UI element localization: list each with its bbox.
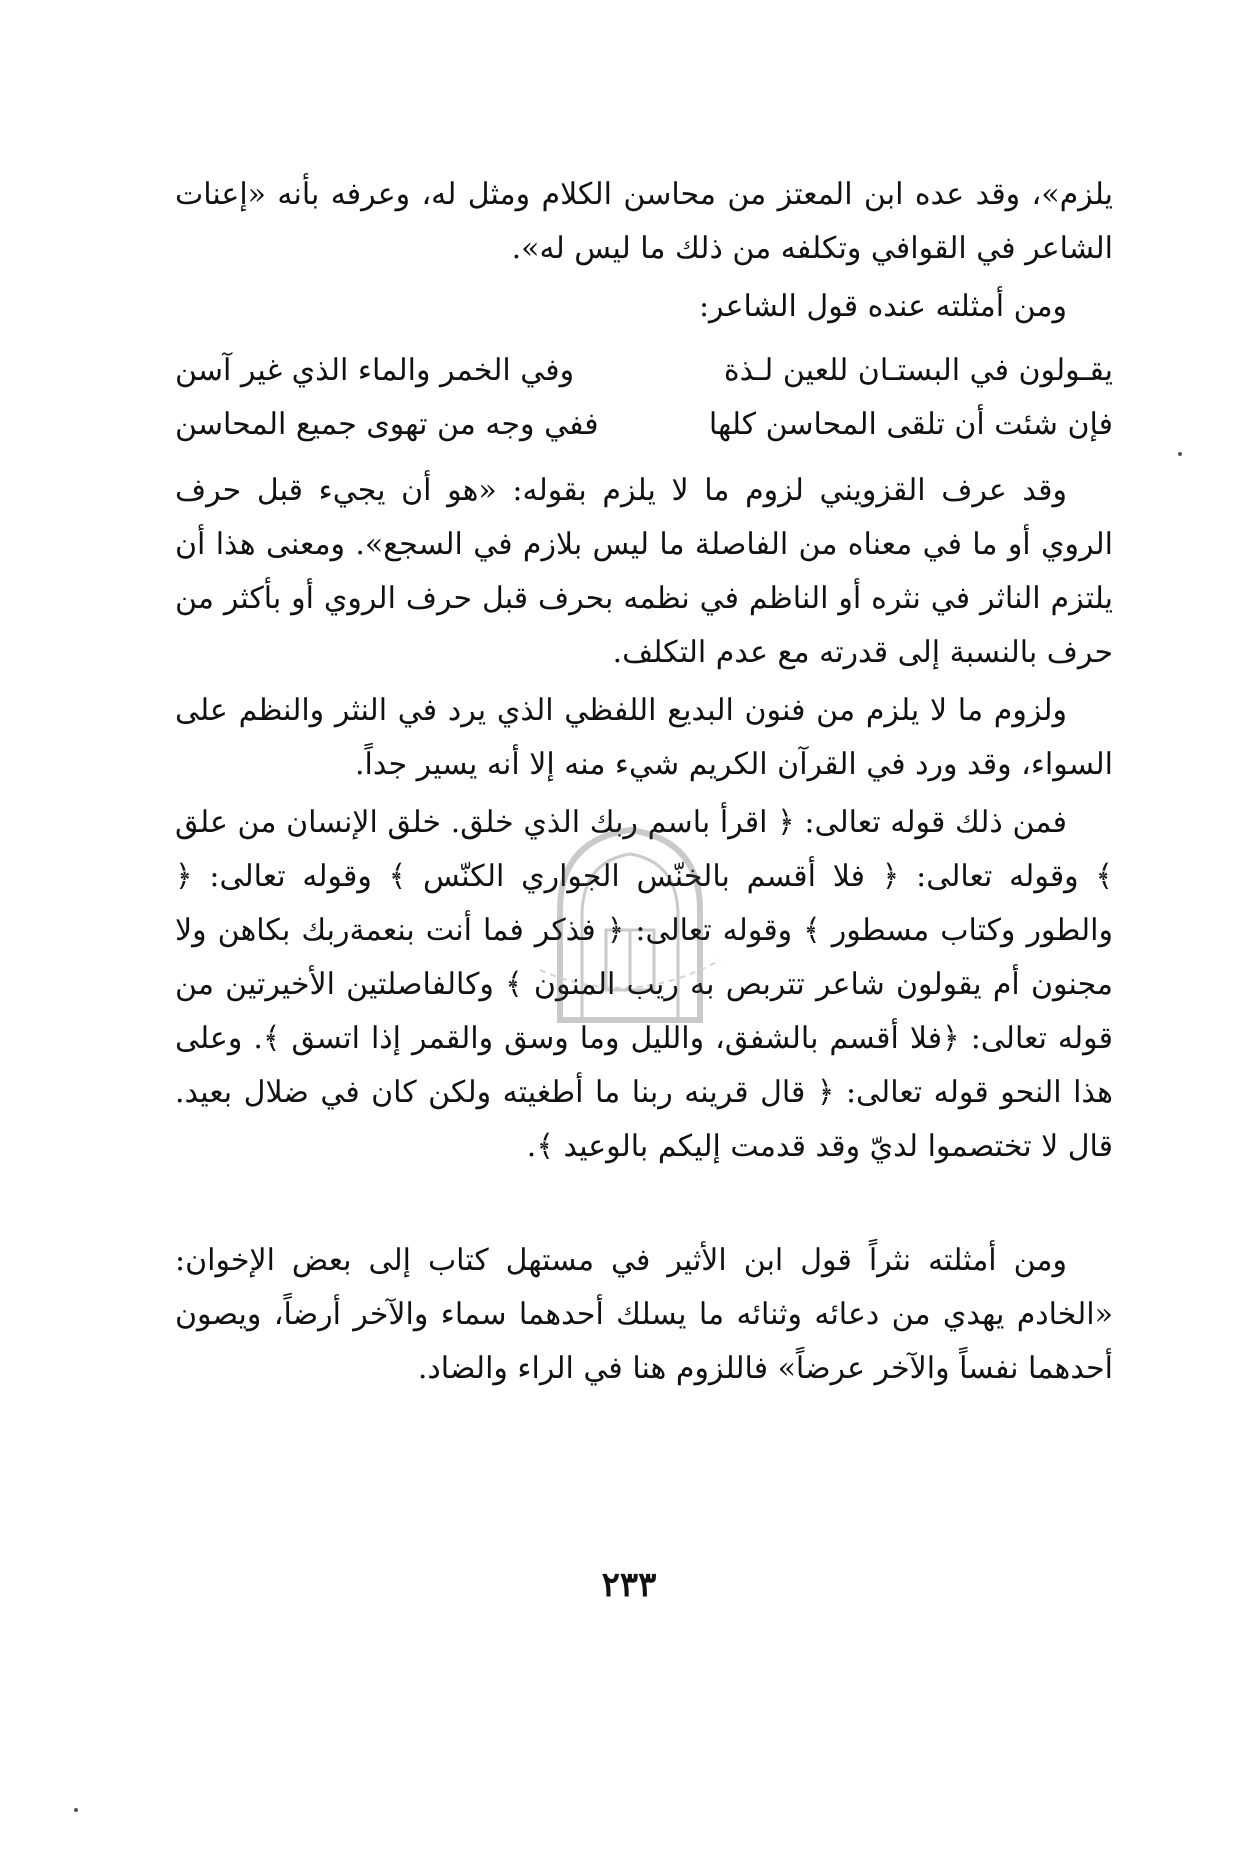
verse-second-hemistich: ففي وجه من تهوى جميع المحاسن	[175, 407, 599, 442]
verse-second-hemistich: وفي الخمر والماء الذي غير آسن	[175, 353, 575, 388]
scan-speck	[74, 1808, 78, 1812]
paragraph-examples-intro: ومن أمثلته عنده قول الشاعر:	[698, 289, 1067, 324]
poem-verses	[175, 344, 1113, 452]
library-seal-watermark	[520, 820, 740, 1030]
verse-line	[175, 398, 1113, 452]
verse-first-hemistich: فإن شئت أن تلقى المحاسن كلها	[708, 407, 1113, 442]
paragraph-prose-example: ومن أمثلته نثراً قول ابن الأثير في مستهل كتاب إلى بعض الإخوان: «الخادم يهدي من دعائه وثنائه ما يسلك أحدهما سماء والآخر أرضاً، ويصون أحدهما نفساً والآخر عرضاً» فاللزوم هنا في الراء والضاد.	[175, 1243, 1113, 1386]
page-number: ٢٣٣	[601, 1565, 657, 1605]
verse-line	[175, 344, 1113, 398]
paragraph-badi-note: ولزوم ما لا يلزم من فنون البديع اللفظي الذي يرد في النثر والنظم على السواء، وقد ورد في القرآن الكريم شيء منه إلا أنه يسير جداً.	[175, 693, 1113, 782]
paragraph-quran-examples: فمن ذلك قوله تعالى: ﴿ اقرأ باسم ربك الذي خلق. خلق الإنسان من علق ﴾ وقوله تعالى: ﴿ فلا أقسم بالخنّس الجواري الكنّس ﴾ وقوله تعالى: ﴿ والطور وكتاب مسطور ﴾ وقوله تعالى: ﴿ فذكر فما أنت بنعمةربك بكاهن ولا مجنون أم يقولون شاعر تتربص به ريب المنون ﴾ وكالفاصلتين الأخيرتين من قوله تعالى: ﴿فلا أقسم بالشفق، والليل وما وسق والقمر إذا اتسق ﴾. وعلى هذا النحو قوله تعالى: ﴿ قال قرينه ربنا ما أطغيته ولكن كان في ضلال بعيد. قال لا تختصموا لديّ وقد قدمت إليكم بالوعيد ﴾.	[175, 805, 1113, 1164]
paragraph-qazwini-definition: وقد عرف القزويني لزوم ما لا يلزم بقوله: «هو أن يجيء قبل حرف الروي أو ما في معناه من الفاصلة ما ليس بلازم في السجع». ومعنى هذا أن يلتزم الناثر في نثره أو الناظم في نظمه بحرف قبل حرف الروي أو بأكثر من حرف بالنسبة إلى قدرته مع عدم التكلف.	[175, 473, 1113, 670]
paragraph-intro-continuation: يلزم»، وقد عده ابن المعتز من محاسن الكلام ومثل له، وعرفه بأنه «إعنات الشاعر في القوافي وتكلفه من ذلك ما ليس له».	[175, 177, 1113, 266]
verse-first-hemistich: يقـولون في البستـان للعين لـذة	[723, 353, 1113, 388]
scan-speck	[1178, 452, 1182, 456]
